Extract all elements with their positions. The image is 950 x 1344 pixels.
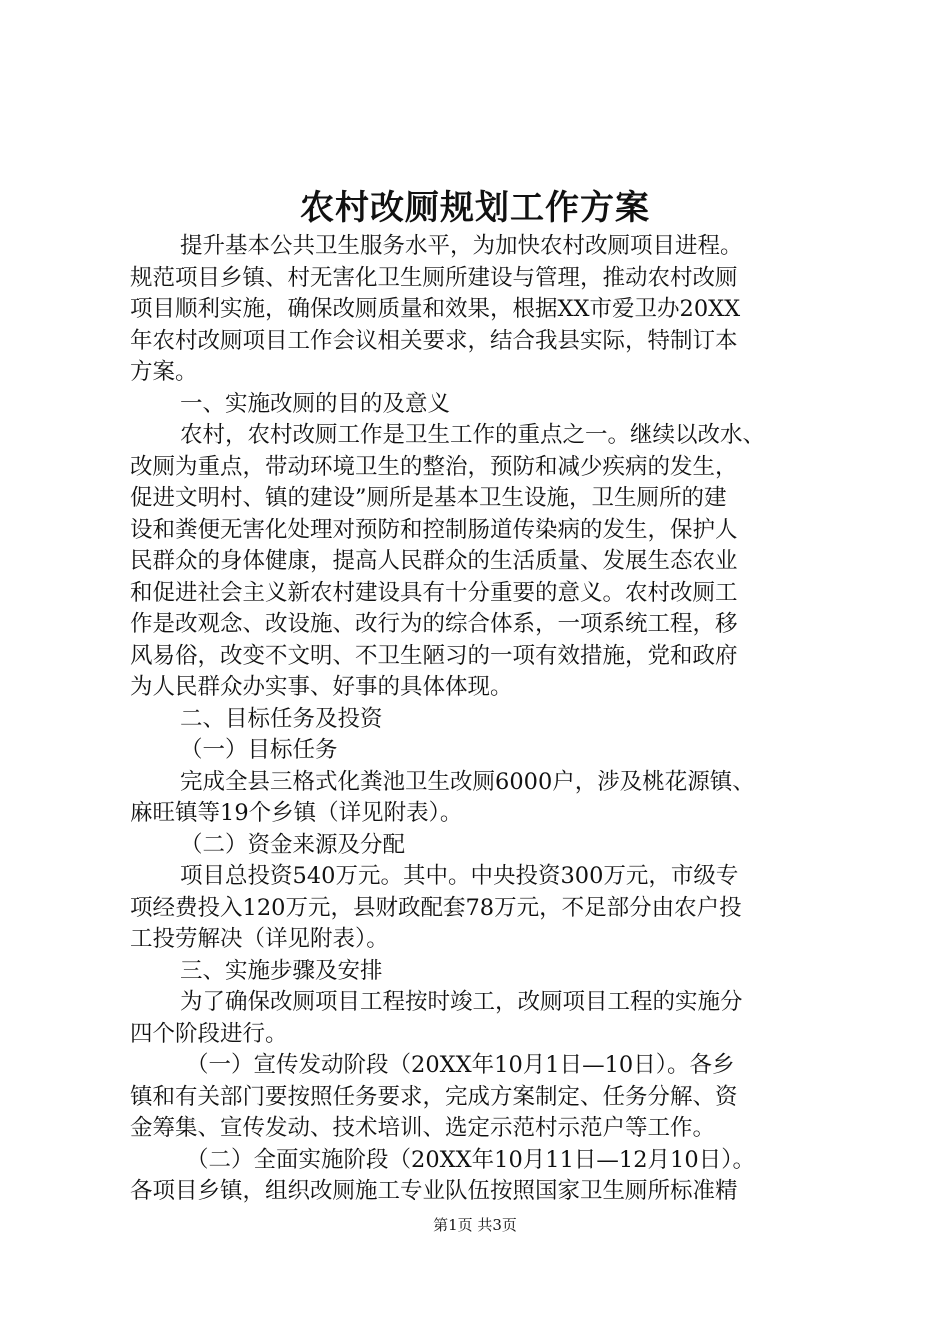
text-line: 作是改观念、改设施、改行为的综合体系，一项系统工程，移 [130, 611, 738, 637]
text-line: 年农村改厕项目工作会议相关要求，结合我县实际，特制订本 [130, 327, 738, 354]
text-line: 改厕为重点，带动环境卫生的整治，预防和减少疾病的发生， [130, 453, 738, 480]
section-heading: 一、实施改厕的目的及意义 [180, 390, 451, 417]
text-line: 项经费投入120万元，县财政配套78万元，不足部分由农户投 [130, 894, 742, 921]
page-footer: 第1页 共3页 [433, 1216, 517, 1234]
section-heading: 二、目标任务及投资 [180, 705, 383, 732]
text-line: 和促进社会主义新农村建设具有十分重要的意义。农村改厕工 [130, 579, 738, 606]
document-title: 农村改厕规划工作方案 [300, 188, 650, 228]
text-line: 项目总投资540万元。其中。中央投资300万元，市级专 [180, 863, 739, 889]
text-line: 麻旺镇等19个乡镇（详见附表）。 [130, 800, 463, 826]
subsection-heading: （二）资金来源及分配 [180, 831, 406, 858]
text-line: 风易俗，改变不文明、不卫生陋习的一项有效措施，党和政府 [130, 642, 738, 669]
text-line: 设和粪便无害化处理对预防和控制肠道传染病的发生，保护人 [130, 516, 738, 543]
document-body [130, 231, 830, 1208]
text-line: 金筹集、宣传发动、技术培训、选定示范村示范户等工作。 [130, 1115, 716, 1141]
text-line: 四个阶段进行。 [130, 1020, 288, 1047]
text-line: 促进文明村、镇的建设”厕所是基本卫生设施，卫生厕所的建 [130, 485, 727, 511]
text-line: 完成全县三格式化粪池卫生改厕6000户，涉及桃花源镇、 [180, 768, 755, 795]
text-line: 农村，农村改厕工作是卫生工作的重点之一。继续以改水、 [180, 422, 766, 448]
text-line: 工投劳解决（详见附表）。 [130, 926, 389, 952]
section-heading: 三、实施步骤及安排 [180, 957, 383, 984]
text-line: 民群众的身体健康，提高人民群众的生活质量、发展生态农业 [130, 548, 738, 574]
text-line: 项目顺利实施，确保改厕质量和效果，根据XX市爱卫办20XX [130, 296, 741, 322]
text-line: 规范项目乡镇、村无害化卫生厕所建设与管理，推动农村改厕 [130, 264, 738, 291]
text-line: （二）全面实施阶段（20XX年10月11日—12月10日）。 [186, 1146, 755, 1173]
text-line: 提升基本公共卫生服务水平，为加快农村改厕项目进程。 [180, 233, 743, 259]
text-line: 各项目乡镇，组织改厕施工专业队伍按照国家卫生厕所标准精 [130, 1178, 738, 1204]
text-line: 方案。 [130, 359, 198, 385]
text-line: 镇和有关部门要按照任务要求，完成方案制定、任务分解、资 [130, 1083, 738, 1110]
text-line: 为了确保改厕项目工程按时竣工，改厕项目工程的实施分 [180, 989, 743, 1015]
text-line: 为人民群众办实事、好事的具体体现。 [130, 674, 513, 700]
subsection-heading: （一）目标任务 [180, 737, 338, 763]
text-line: （一）宣传发动阶段（20XX年10月1日—10日）。各乡 [186, 1052, 735, 1078]
